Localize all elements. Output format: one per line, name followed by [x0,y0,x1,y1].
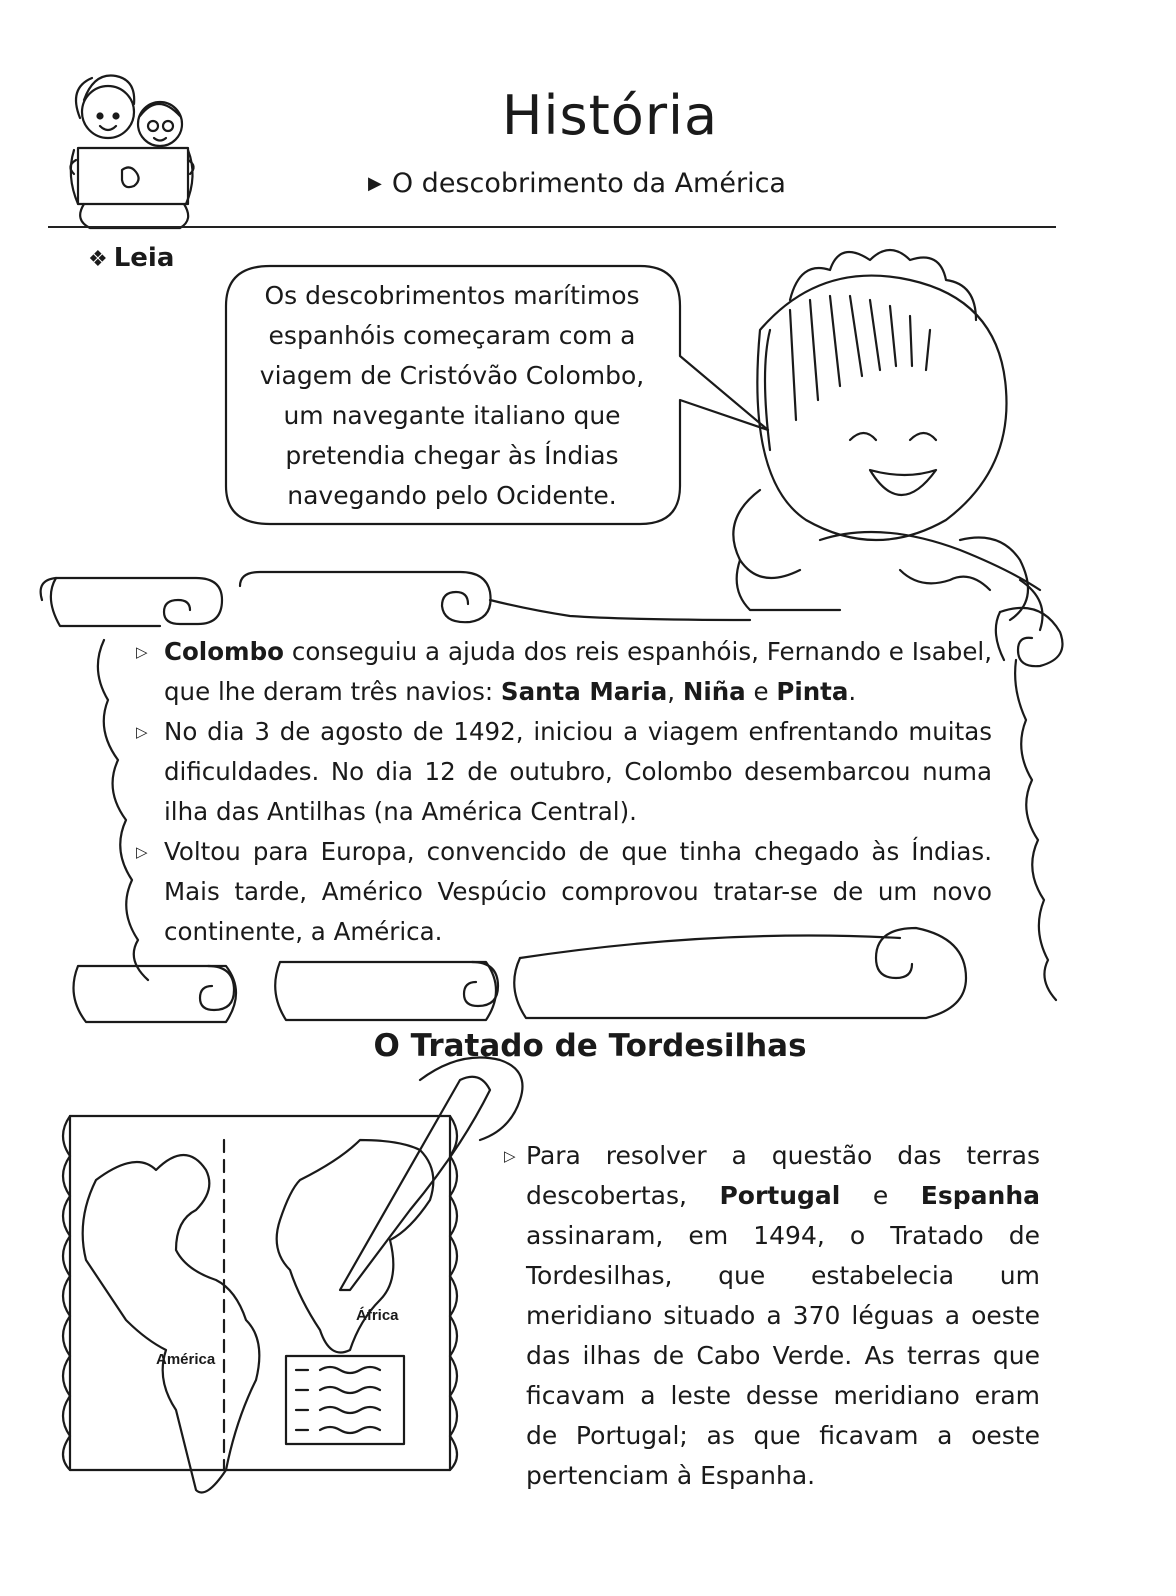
arrow-bullet-icon: ▷ [136,723,148,741]
header-divider [48,226,1056,228]
scroll-right-edge [1015,660,1056,1000]
treaty-bullet [504,1136,1040,1496]
arrow-bullet-icon: ▷ [136,643,148,661]
bubble-line: Os descobrimentos marítimos [264,281,640,310]
scroll-bullet-1 [132,632,992,712]
page-title: História [501,84,719,147]
bold-santa-maria: Santa Maria [500,677,668,706]
subtitle-text: O descobrimento da América [391,168,786,199]
instruction-text: Leia [113,243,175,273]
bubble-line: pretendia chegar às Índias [285,441,619,470]
bullet-text: , [667,677,683,706]
instruction-label [88,243,174,273]
map-label-africa: África [356,1307,399,1324]
colombo-character-illustration [733,250,1042,630]
bubble-line: viagem de Cristóvão Colombo, [259,361,645,390]
map-label-america: América [156,1351,216,1368]
bullet-text: No dia 3 de agosto de 1492, iniciou a viagem enfrentando muitas dificuldades. No dia 12 de outubro, Colombo desembarcou numa ilha das Antilhas (na América Central). [164,717,992,826]
page-subtitle [368,168,786,199]
bullet-text: Voltou para Europa, convencido de que tinha chegado às Índias. Mais tarde, Américo Vespúcio comprovou tratar-se de um novo continente, a América. [164,837,992,946]
bubble-line: um navegante italiano que [283,401,621,430]
speech-bubble-text [232,276,672,516]
bubble-line: navegando pelo Ocidente. [287,481,617,510]
arrow-bullet-icon: ▷ [136,843,148,861]
triangle-bullet-icon: ▶ [368,173,382,194]
bold-nina: Niña [682,677,746,706]
bold-pinta: Pinta [776,677,849,706]
diamond-bullet-icon: ❖ [88,247,108,272]
section-title-tordesilhas: O Tratado de Tordesilhas [373,1028,807,1064]
scroll-text [132,632,992,952]
treaty-text: e [840,1181,921,1210]
treaty-text: Para resolver a questão das terras descobertas, [526,1141,1040,1210]
bullet-text: . [848,677,857,706]
bold-colombo: Colombo [164,637,284,666]
bullet-text: conseguiu a ajuda dos reis espanhóis, Fernando e Isabel, que lhe deram três navios: [164,637,992,706]
treaty-paragraph [504,1136,1040,1496]
scroll-bullet-3 [132,832,992,952]
kids-with-map-illustration [70,76,193,229]
scroll-bullet-2 [132,712,992,832]
treaty-text: assinaram, em 1494, o Tratado de Tordesilhas, que estabelecia um meridiano situado a 370 léguas a oeste das ilhas de Cabo Verde. As terras que ficavam a leste desse meridiano eram de Portugal; as que ficavam a oeste pertenciam à Espanha. [526,1221,1040,1490]
bullet-text: e [745,677,777,706]
bubble-line: espanhóis começaram com a [268,321,636,350]
tordesilhas-map-illustration [63,1058,523,1493]
arrow-bullet-icon: ▷ [504,1147,516,1165]
bold-portugal: Portugal [719,1181,841,1210]
bold-espanha: Espanha [920,1181,1040,1210]
